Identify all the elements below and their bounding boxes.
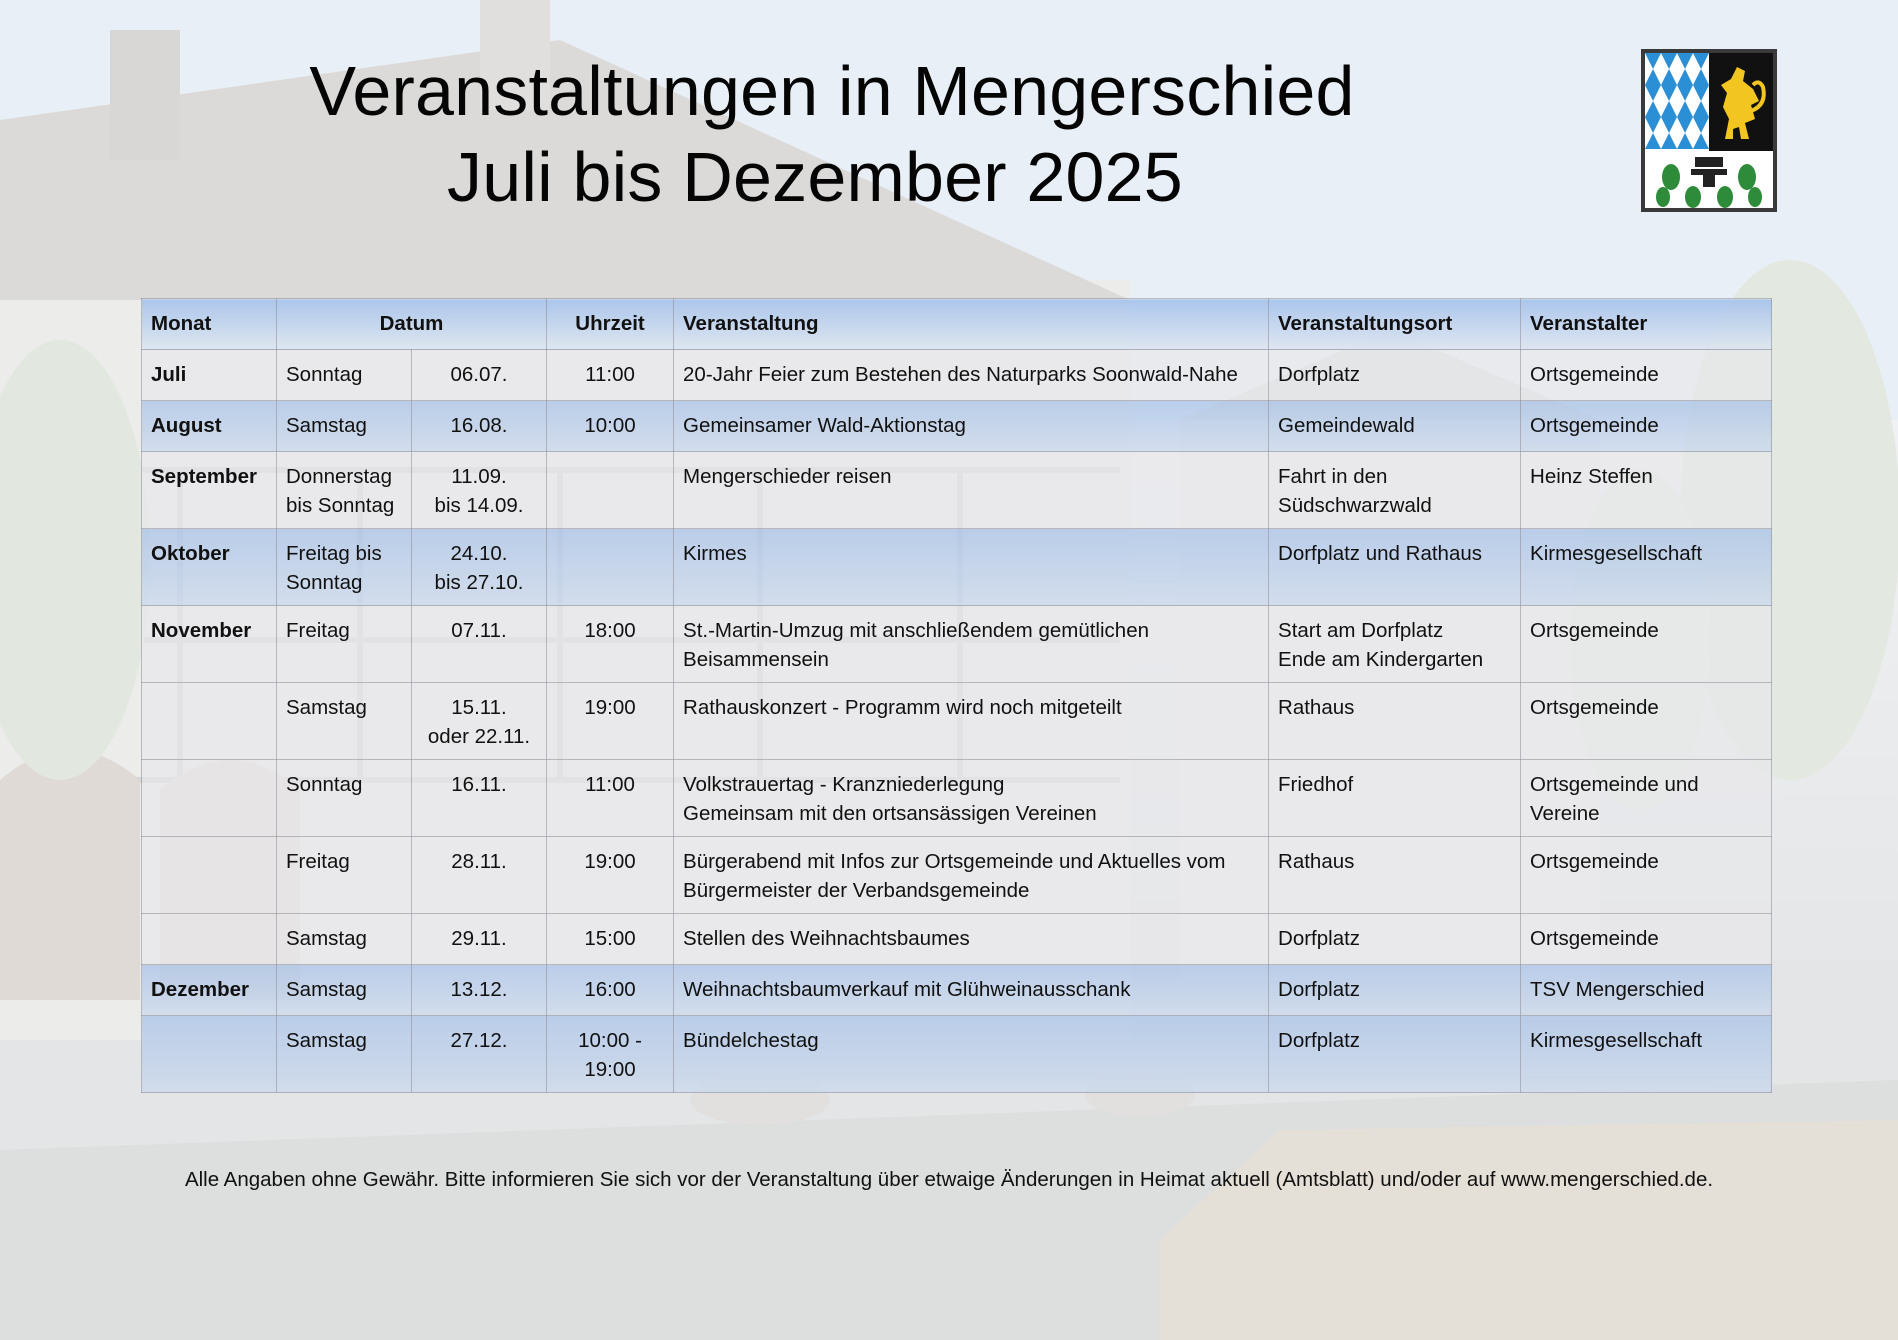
time-cell: 19:00 bbox=[547, 683, 674, 760]
organizer-cell: Ortsgemeinde bbox=[1521, 401, 1772, 452]
weekday-cell: Sonntag bbox=[277, 350, 412, 401]
time-cell: 11:00 bbox=[547, 760, 674, 837]
organizer-cell: Ortsgemeinde bbox=[1521, 837, 1772, 914]
location-cell: Dorfplatz bbox=[1269, 914, 1521, 965]
location-cell: Dorfplatz bbox=[1269, 965, 1521, 1016]
event-cell: Volkstrauertag - Kranzniederlegung Gemeinsam mit den ortsansässigen Vereinen bbox=[674, 760, 1269, 837]
weekday-cell: Freitag bis Sonntag bbox=[277, 529, 412, 606]
weekday-cell: Freitag bbox=[277, 606, 412, 683]
table-row bbox=[142, 760, 1772, 837]
date-cell: 16.08. bbox=[412, 401, 547, 452]
date-cell: 07.11. bbox=[412, 606, 547, 683]
month-cell: August bbox=[142, 401, 277, 452]
date-cell: 16.11. bbox=[412, 760, 547, 837]
time-cell bbox=[547, 529, 674, 606]
organizer-cell: Kirmesgesellschaft bbox=[1521, 1016, 1772, 1093]
date-cell: 28.11. bbox=[412, 837, 547, 914]
header-uhrzeit: Uhrzeit bbox=[547, 299, 674, 350]
month-cell bbox=[142, 914, 277, 965]
time-cell bbox=[547, 452, 674, 529]
month-cell bbox=[142, 683, 277, 760]
date-cell: 27.12. bbox=[412, 1016, 547, 1093]
table-row bbox=[142, 529, 1772, 606]
location-cell: Dorfplatz bbox=[1269, 1016, 1521, 1093]
table-row bbox=[142, 965, 1772, 1016]
date-cell: 29.11. bbox=[412, 914, 547, 965]
event-cell: Bündelchestag bbox=[674, 1016, 1269, 1093]
organizer-cell: Ortsgemeinde und Vereine bbox=[1521, 760, 1772, 837]
time-cell: 16:00 bbox=[547, 965, 674, 1016]
header-veranstaltung: Veranstaltung bbox=[674, 299, 1269, 350]
header-datum: Datum bbox=[277, 299, 547, 350]
month-cell bbox=[142, 837, 277, 914]
title-line-1: Veranstaltungen in Mengerschied bbox=[309, 52, 1355, 130]
disclaimer-note: Alle Angaben ohne Gewähr. Bitte informieren Sie sich vor der Veranstaltung über etwaige Änderungen in Heimat aktuell (Amtsblatt) und/oder auf www.mengerschied.de. bbox=[184, 1168, 1714, 1191]
date-cell: 06.07. bbox=[412, 350, 547, 401]
event-cell: Gemeinsamer Wald-Aktionstag bbox=[674, 401, 1269, 452]
header-veranstaltungsort: Veranstaltungsort bbox=[1269, 299, 1521, 350]
time-cell: 11:00 bbox=[547, 350, 674, 401]
organizer-cell: Ortsgemeinde bbox=[1521, 606, 1772, 683]
table-row bbox=[142, 1016, 1772, 1093]
weekday-cell: Samstag bbox=[277, 401, 412, 452]
organizer-cell: TSV Mengerschied bbox=[1521, 965, 1772, 1016]
month-cell bbox=[142, 1016, 277, 1093]
month-cell bbox=[142, 760, 277, 837]
month-cell: November bbox=[142, 606, 277, 683]
weekday-cell: Freitag bbox=[277, 837, 412, 914]
table-row bbox=[142, 683, 1772, 760]
organizer-cell: Heinz Steffen bbox=[1521, 452, 1772, 529]
location-cell: Dorfplatz bbox=[1269, 350, 1521, 401]
time-cell: 15:00 bbox=[547, 914, 674, 965]
event-cell: Mengerschieder reisen bbox=[674, 452, 1269, 529]
date-cell: 13.12. bbox=[412, 965, 547, 1016]
events-table bbox=[141, 298, 1772, 1093]
organizer-cell: Ortsgemeinde bbox=[1521, 350, 1772, 401]
organizer-cell: Ortsgemeinde bbox=[1521, 683, 1772, 760]
location-cell: Rathaus bbox=[1269, 837, 1521, 914]
organizer-cell: Ortsgemeinde bbox=[1521, 914, 1772, 965]
event-cell: Bürgerabend mit Infos zur Ortsgemeinde und Aktuelles vom Bürgermeister der Verbandsgemeinde bbox=[674, 837, 1269, 914]
table-row bbox=[142, 837, 1772, 914]
location-cell: Friedhof bbox=[1269, 760, 1521, 837]
month-cell: Oktober bbox=[142, 529, 277, 606]
event-cell: Weihnachtsbaumverkauf mit Glühweinausschank bbox=[674, 965, 1269, 1016]
table-row bbox=[142, 914, 1772, 965]
month-cell: Dezember bbox=[142, 965, 277, 1016]
weekday-cell: Sonntag bbox=[277, 760, 412, 837]
time-cell: 10:00 bbox=[547, 401, 674, 452]
weekday-cell: Samstag bbox=[277, 1016, 412, 1093]
location-cell: Gemeindewald bbox=[1269, 401, 1521, 452]
organizer-cell: Kirmesgesellschaft bbox=[1521, 529, 1772, 606]
event-cell: St.-Martin-Umzug mit anschließendem gemütlichen Beisammensein bbox=[674, 606, 1269, 683]
date-cell: 15.11. oder 22.11. bbox=[412, 683, 547, 760]
date-cell: 11.09. bis 14.09. bbox=[412, 452, 547, 529]
table-row bbox=[142, 350, 1772, 401]
time-cell: 19:00 bbox=[547, 837, 674, 914]
page-title bbox=[170, 48, 1590, 220]
header-veranstalter: Veranstalter bbox=[1521, 299, 1772, 350]
time-cell: 18:00 bbox=[547, 606, 674, 683]
table-row bbox=[142, 606, 1772, 683]
title-line-2: Juli bis Dezember 2025 bbox=[447, 138, 1183, 216]
time-cell: 10:00 - 19:00 bbox=[547, 1016, 674, 1093]
weekday-cell: Donnerstag bis Sonntag bbox=[277, 452, 412, 529]
event-cell: Stellen des Weihnachtsbaumes bbox=[674, 914, 1269, 965]
weekday-cell: Samstag bbox=[277, 683, 412, 760]
location-cell: Rathaus bbox=[1269, 683, 1521, 760]
table-row bbox=[142, 452, 1772, 529]
coat-of-arms-icon bbox=[1641, 49, 1777, 212]
event-cell: 20-Jahr Feier zum Bestehen des Naturparks Soonwald-Nahe bbox=[674, 350, 1269, 401]
weekday-cell: Samstag bbox=[277, 914, 412, 965]
header-monat: Monat bbox=[142, 299, 277, 350]
event-cell: Rathauskonzert - Programm wird noch mitgeteilt bbox=[674, 683, 1269, 760]
table-row bbox=[142, 401, 1772, 452]
location-cell: Dorfplatz und Rathaus bbox=[1269, 529, 1521, 606]
table-header-row bbox=[142, 299, 1772, 350]
location-cell: Fahrt in den Südschwarzwald bbox=[1269, 452, 1521, 529]
month-cell: Juli bbox=[142, 350, 277, 401]
date-cell: 24.10. bis 27.10. bbox=[412, 529, 547, 606]
month-cell: September bbox=[142, 452, 277, 529]
weekday-cell: Samstag bbox=[277, 965, 412, 1016]
event-cell: Kirmes bbox=[674, 529, 1269, 606]
location-cell: Start am Dorfplatz Ende am Kindergarten bbox=[1269, 606, 1521, 683]
